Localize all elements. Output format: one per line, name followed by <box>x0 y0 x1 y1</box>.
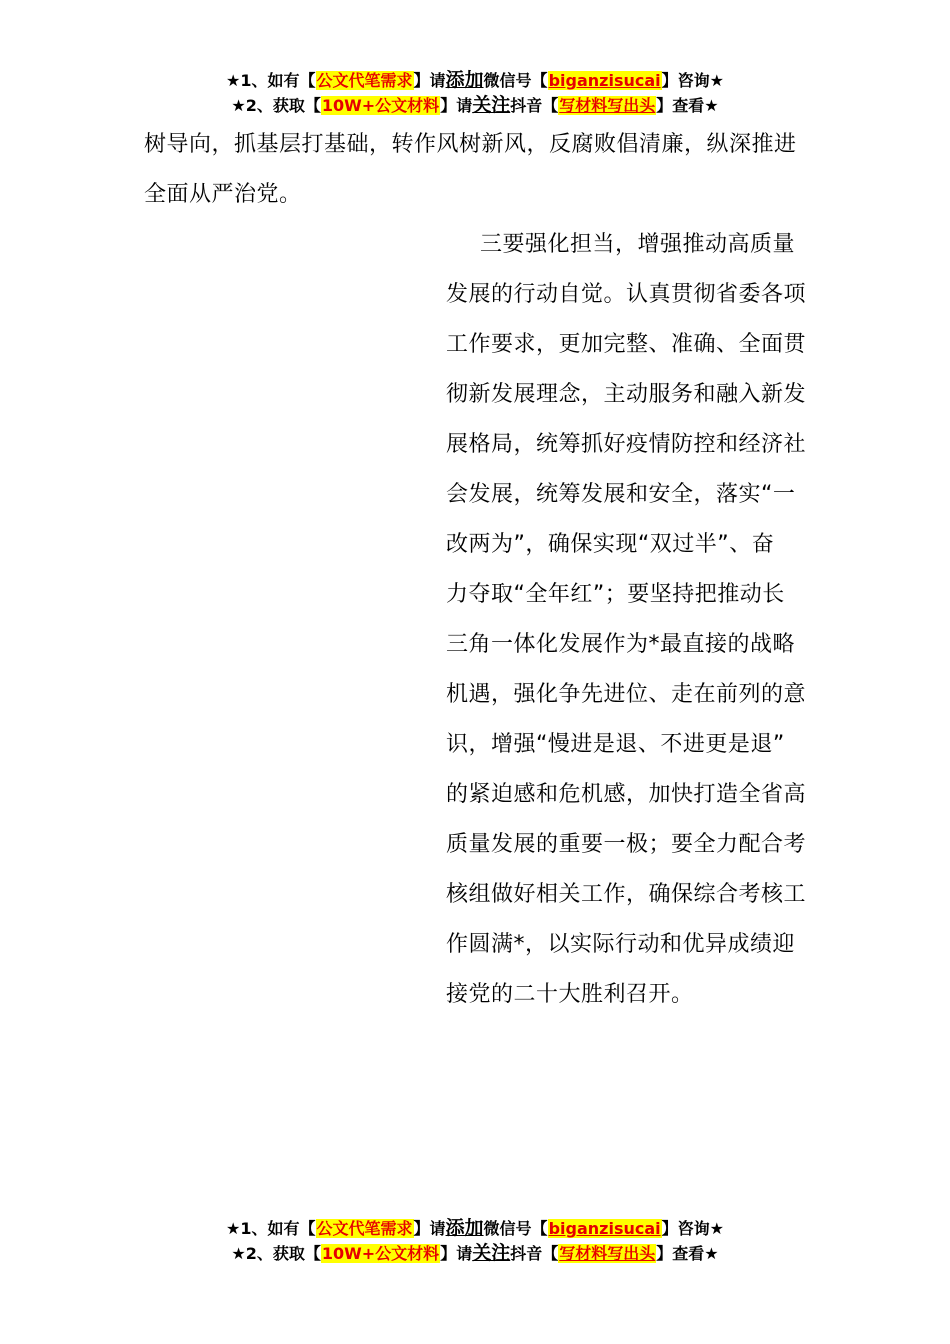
text-line: 质量发展的重要一极；要全力配合考 <box>446 832 807 857</box>
highlight-wechat-id: biganzisucai <box>548 71 661 90</box>
footer-banner <box>0 1216 950 1266</box>
banner-text: 微信号【 <box>483 1219 548 1238</box>
text-line: 改两为”，确保实现“双过半”、奋 <box>446 532 775 557</box>
header-banner <box>0 68 950 118</box>
banner-text: 】请 <box>413 1219 446 1238</box>
highlight-douyin-account: 写材料写出头 <box>559 1244 656 1263</box>
highlight-douyin-account: 写材料写出头 <box>559 96 656 115</box>
banner-line-1 <box>0 1216 950 1241</box>
banner-text: ★2、获取【 <box>231 1244 321 1263</box>
highlight-materials: 10W+公文材料 <box>321 1244 440 1263</box>
highlight-materials: 10W+公文材料 <box>321 96 440 115</box>
banner-text: 】查看★ <box>656 96 719 115</box>
banner-text: 】请 <box>440 1244 473 1263</box>
banner-line-1 <box>0 68 950 93</box>
text-line: 识，增强“慢进是退、不进更是退” <box>446 732 785 757</box>
text-line: 发展的行动自觉。认真贯彻省委各项 <box>446 282 807 307</box>
text-line: 力夺取“全年红”；要坚持把推动长 <box>446 582 785 607</box>
banner-text: 】请 <box>413 71 446 90</box>
highlight-service: 公文代笔需求 <box>316 71 413 90</box>
highlight-wechat-id: biganzisucai <box>548 1219 661 1238</box>
banner-text: 】查看★ <box>656 1244 719 1263</box>
banner-emphasis: 添加 <box>445 1217 484 1239</box>
banner-line-2 <box>0 93 950 118</box>
text-line: 工作要求，更加完整、准确、全面贯 <box>446 332 807 357</box>
banner-emphasis: 关注 <box>472 94 511 116</box>
banner-text: ★1、如有【 <box>226 71 316 90</box>
text-line: 的紧迫感和危机感，加快打造全省高 <box>446 782 807 807</box>
text-line: 三角一体化发展作为*最直接的战略 <box>446 632 796 657</box>
paragraph-three <box>446 220 816 1020</box>
banner-text: 抖音【 <box>510 96 559 115</box>
text-line: 作圆满*，以实际行动和优异成绩迎 <box>446 932 796 957</box>
text-line: 树导向，抓基层打基础，转作风树新风，反腐败倡清廉，纵深推进 <box>144 132 797 157</box>
banner-text: 抖音【 <box>510 1244 559 1263</box>
text-line: 机遇，强化争先进位、走在前列的意 <box>446 682 807 707</box>
banner-text: ★2、获取【 <box>231 96 321 115</box>
banner-text: 】咨询★ <box>661 71 724 90</box>
highlight-service: 公文代笔需求 <box>316 1219 413 1238</box>
text-line: 三要强化担当，增强推动高质量 <box>480 232 796 257</box>
paragraph-continuation <box>144 120 814 220</box>
banner-text: 】咨询★ <box>661 1219 724 1238</box>
banner-emphasis: 添加 <box>445 69 484 91</box>
text-line: 接党的二十大胜利召开。 <box>446 982 694 1007</box>
text-line: 会发展，统筹发展和安全，落实“一 <box>446 482 796 507</box>
banner-line-2 <box>0 1241 950 1266</box>
text-line: 彻新发展理念，主动服务和融入新发 <box>446 382 807 407</box>
text-line: 展格局，统筹抓好疫情防控和经济社 <box>446 432 807 457</box>
banner-text: 】请 <box>440 96 473 115</box>
banner-text: 微信号【 <box>483 71 548 90</box>
banner-emphasis: 关注 <box>472 1242 511 1264</box>
text-line: 核组做好相关工作，确保综合考核工 <box>446 882 807 907</box>
text-line: 全面从严治党。 <box>144 182 302 207</box>
banner-text: ★1、如有【 <box>226 1219 316 1238</box>
